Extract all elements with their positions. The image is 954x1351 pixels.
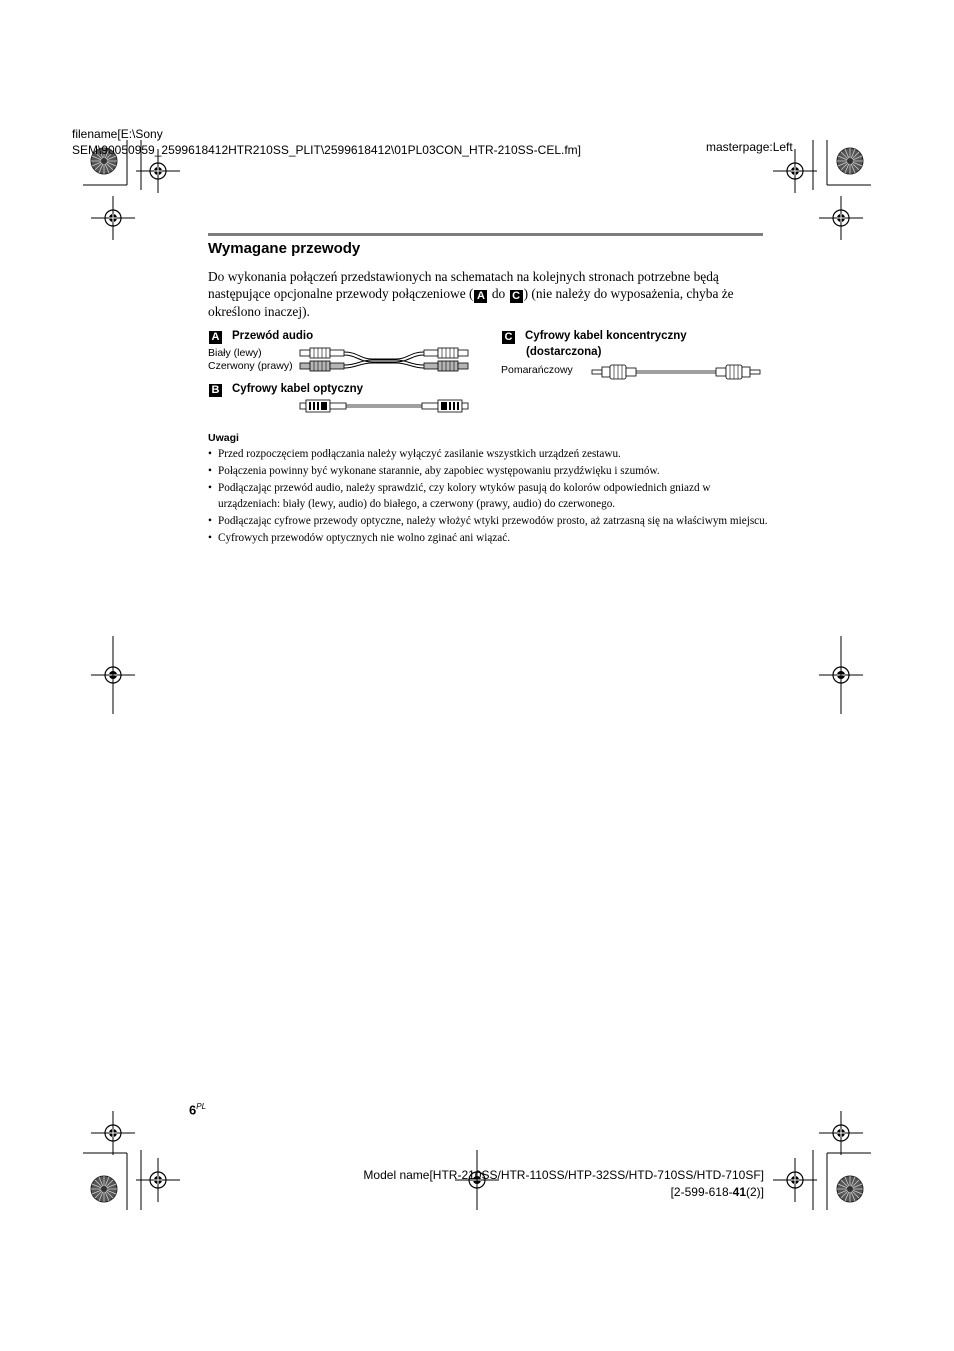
page-number [189,1102,206,1117]
masterpage-label: masterpage:Left [706,140,793,154]
page-number-value: 6 [189,1102,197,1118]
cable-b-heading [208,381,363,397]
footer-model-line: Model name[HTR-210SS/HTR-110SS/HTP-32SS/HTD-710SS/HTD-710SF] [363,1168,764,1182]
section-title: Wymagane przewody [208,240,361,257]
footer-code-prefix: [2-599-618- [670,1185,733,1199]
page-number-suffix: PL [196,1102,207,1111]
footer-code-bold: 41 [732,1185,746,1199]
footer-code-suffix: (2)] [746,1185,764,1199]
cable-a-title: Przewód audio [232,330,314,342]
notes-title: Uwagi [208,432,239,444]
intro-text-1: Do wykonania połączeń przedstawionych na schematach na kolejnych stronach potrzebne będą następujące opcjonalne przewody połączeniowe ( [208,269,719,301]
cable-c-title-2: (dostarczona) [526,346,602,358]
section-rule [208,233,763,236]
cable-a-label-white: Biały (lewy) [208,347,262,359]
notes-list [208,446,768,547]
cable-a-letter: A [209,331,222,344]
optical-cable-illustration [296,396,472,418]
cable-c-title-1: Cyfrowy kabel koncentryczny [525,330,687,342]
intro-text-2: ) (nie należy do wyposażenia, chyba że określono inaczej). [208,286,734,319]
filename-line-1: filename[E:\Sony [72,127,163,141]
note-item: • Połączenia powinny być wykonane starannie, aby zapobiec występowaniu przydźwięku i szumów. [208,463,768,479]
cable-a-label-red: Czerwony (prawy) [208,360,293,372]
note-item: • Cyfrowych przewodów optycznych nie wolno zginać ani wiązać. [208,530,768,546]
cable-c-letter: C [502,331,515,344]
cable-b-title: Cyfrowy kabel optyczny [232,383,364,395]
audio-cable-illustration [296,344,472,378]
intro-text-do: do [488,286,509,301]
note-item: • Podłączając przewód audio, należy sprawdzić, czy kolory wtyków pasują do kolorów odpowiednich gniazd w urządzeniach: biały (lewy, audio) do białego, a czerwony (prawy, audio) do czerwonego. [208,480,768,512]
coaxial-cable-illustration [590,362,764,382]
cable-a-heading [208,328,313,344]
filename-header [72,126,581,158]
intro-box-c: C [510,290,523,303]
cable-b-letter: B [209,384,222,397]
note-item: • Przed rozpoczęciem podłączania należy wyłączyć zasilanie wszystkich urządzeń zestawu. [208,446,768,462]
filename-line-2: SEM\90050959_2599618412HTR210SS_PLIT\2599618412\01PL03CON_HTR-210SS-CEL.fm] [72,143,581,157]
note-item: • Podłączając cyfrowe przewody optyczne, należy włożyć wtyki przewodów prosto, aż zatrzasną się na właściwym miejscu. [208,513,768,529]
footer [363,1167,764,1201]
footer-code-line [363,1184,764,1201]
cable-c-label-orange: Pomarańczowy [501,364,573,376]
intro-box-a: A [474,290,487,303]
intro-paragraph [208,268,768,320]
cable-c-heading [501,328,687,360]
